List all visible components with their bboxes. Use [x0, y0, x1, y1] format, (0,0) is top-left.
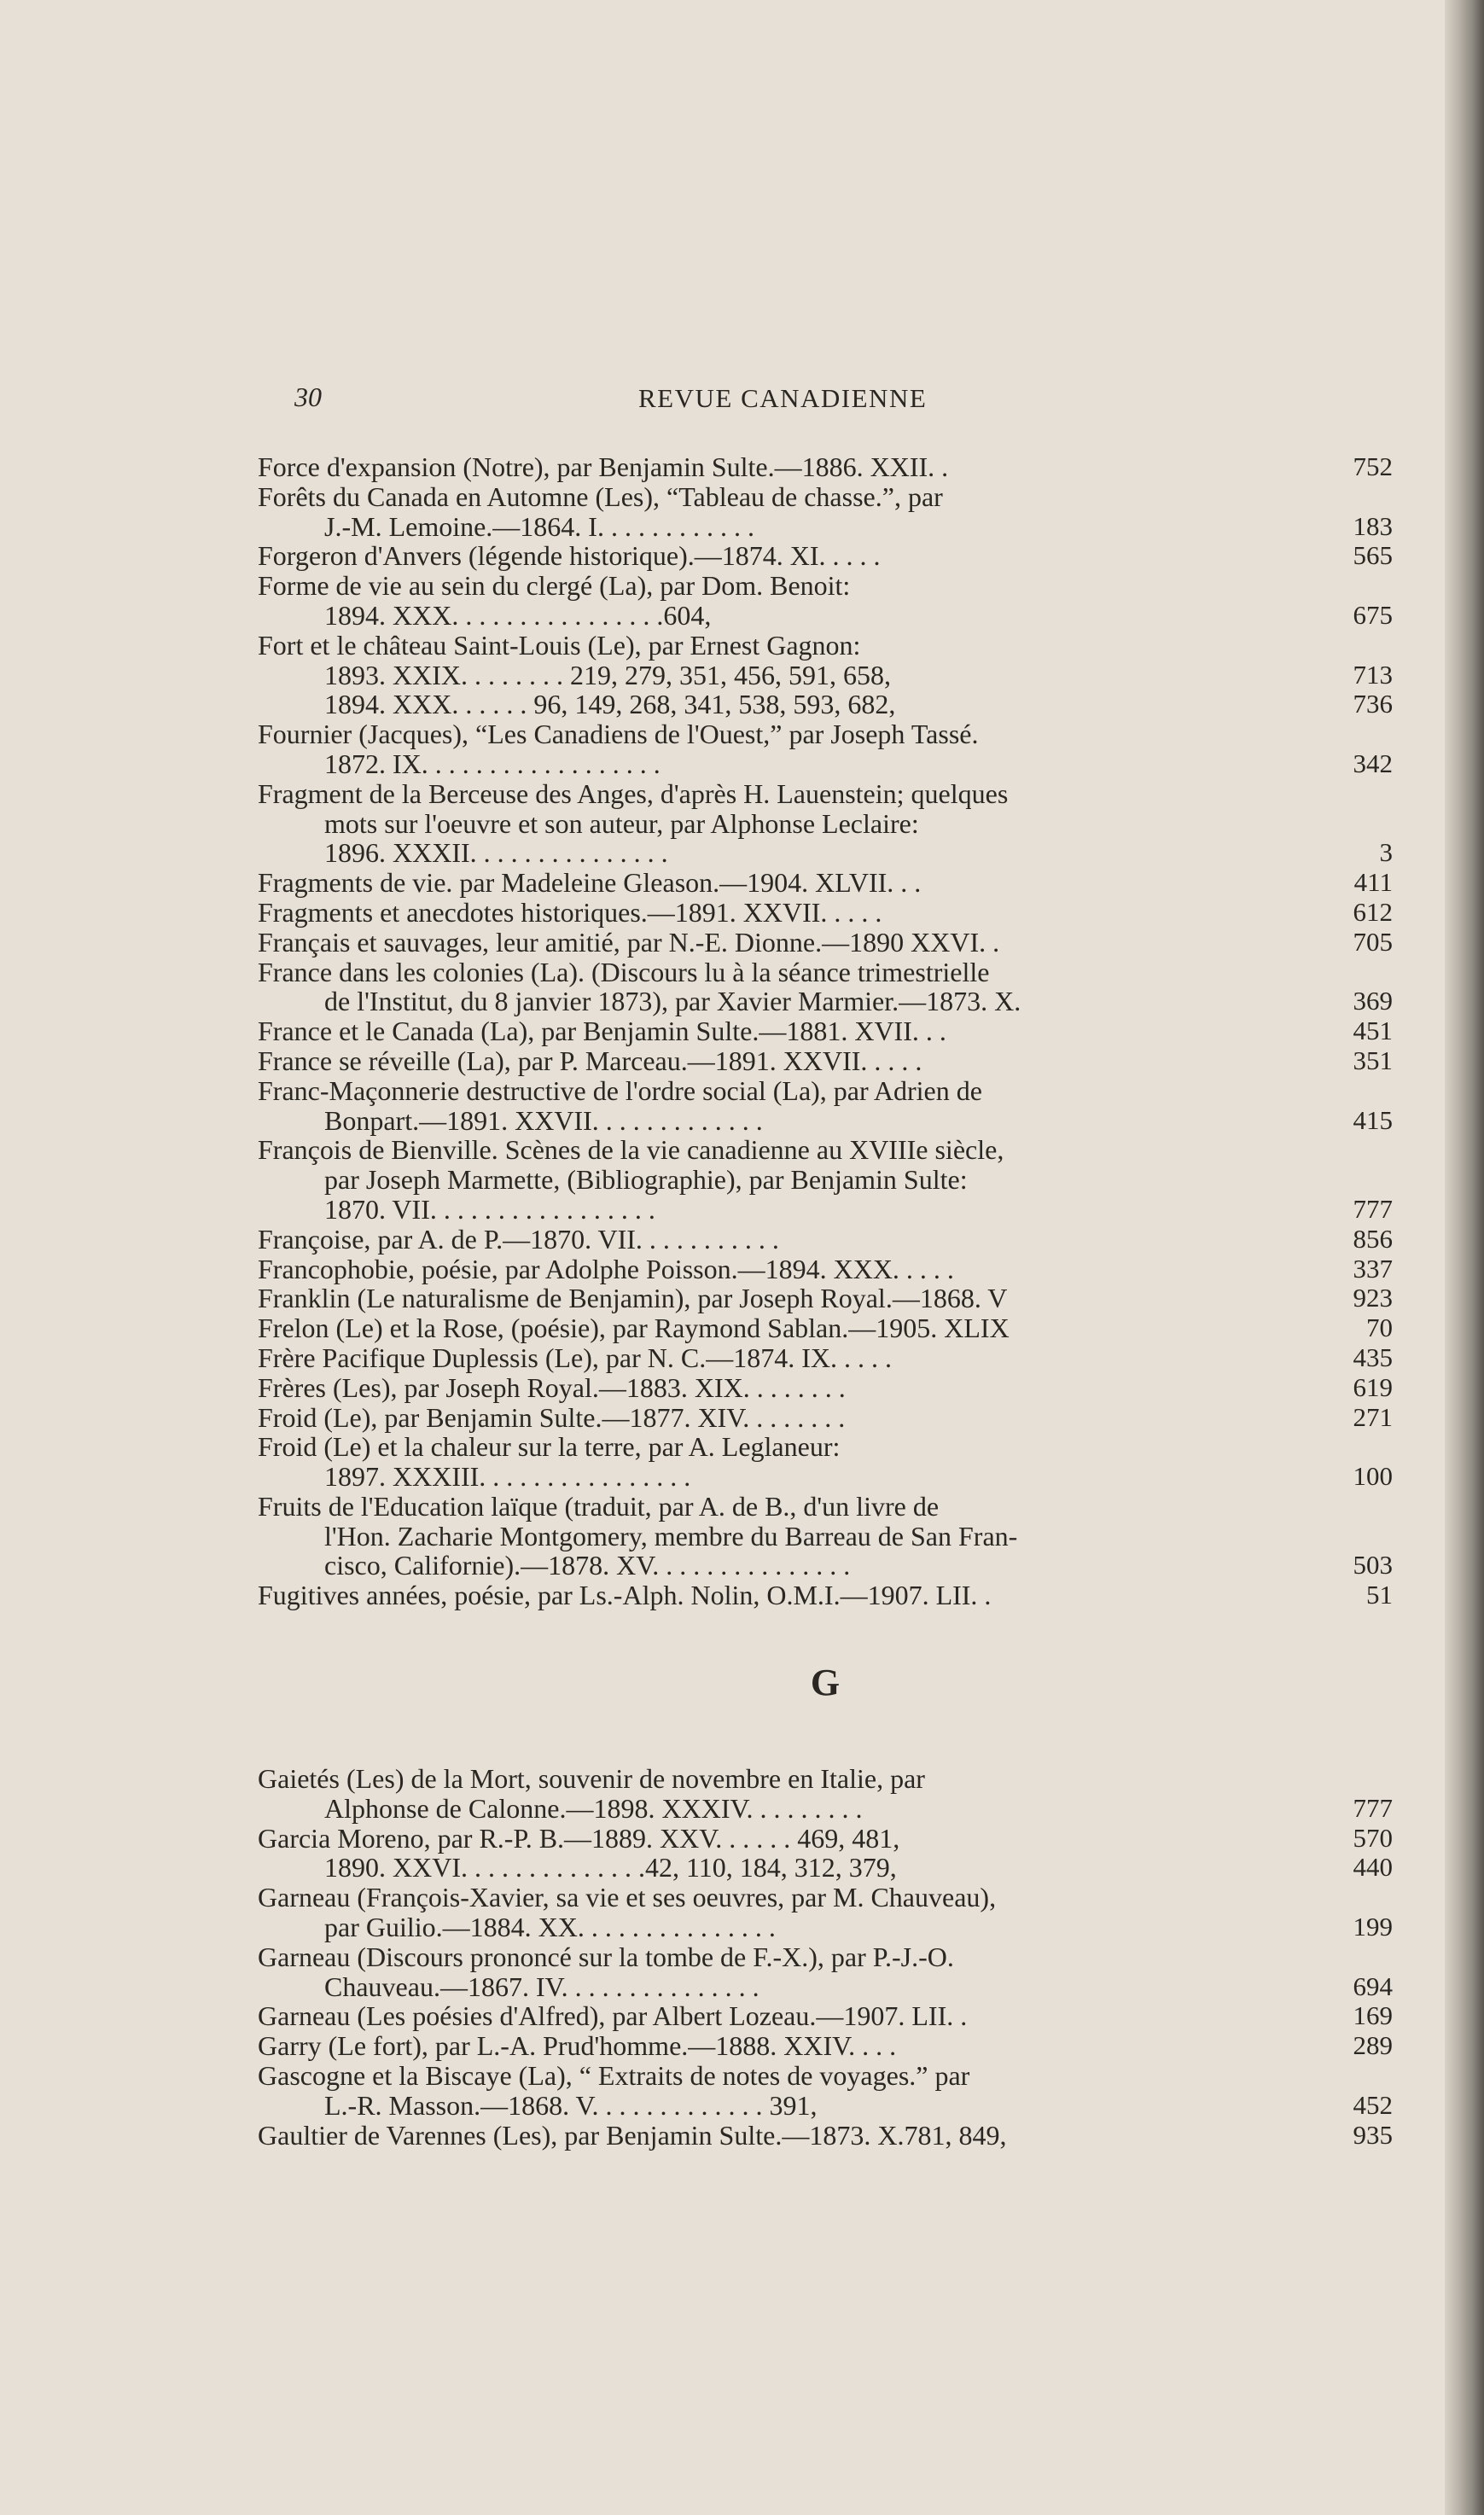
page-reference: 570: [1353, 1822, 1393, 1853]
page-reference: 923: [1353, 1283, 1393, 1313]
entry-text: [258, 1432, 1297, 1492]
entry-text: [258, 958, 1297, 1017]
entry-line: par Guilio.—1884. XX. . . . . . . . . . . . . . .: [324, 1912, 776, 1943]
entry-text: [258, 631, 1297, 690]
page-reference: 51: [1366, 1580, 1393, 1610]
page-reference: 452: [1353, 2089, 1393, 2120]
index-entry: [258, 779, 1393, 868]
index-entry: [258, 631, 1393, 690]
index-entry: [258, 1284, 1393, 1313]
page-reference: 369: [1353, 986, 1393, 1016]
page-reference: 415: [1353, 1104, 1393, 1135]
entry-line: Franc-Maçonnerie destructive de l'ordre social (La), par Adrien de: [258, 1074, 982, 1106]
entry-line: 1894. XXX. . . . . . . . . . . . . . . .604,: [324, 599, 712, 631]
page-reference: 183: [1353, 510, 1393, 541]
entry-line: cisco, Californie).—1878. XV. . . . . . . . . . . . . . .: [324, 1550, 851, 1581]
index-entry: [258, 571, 1393, 631]
entry-line: de l'Institut, du 8 janvier 1873), par Xavier Marmier.—1873. X.: [324, 986, 1021, 1017]
entry-line: Fragment de la Berceuse des Anges, d'après H. Lauenstein; quelques: [258, 777, 1009, 809]
entry-line: Gaietés (Les) de la Mort, souvenir de novembre en Italie, par: [258, 1763, 925, 1795]
entry-line: Franklin (Le naturalisme de Benjamin), par Joseph Royal.—1868. V: [258, 1283, 1008, 1314]
page-reference: 777: [1353, 1792, 1393, 1823]
entry-line: France dans les colonies (La). (Discours lu à la séance trimestrielle: [258, 956, 990, 987]
index-entry: [258, 541, 1393, 571]
index-entry: [258, 2121, 1393, 2151]
page-reference: 565: [1353, 540, 1393, 571]
entry-line: François de Bienville. Scènes de la vie canadienne au XVIIIe siècle,: [258, 1134, 1004, 1166]
entry-line: Fragments de vie. par Madeleine Gleason.—1904. XLVII. . .: [258, 867, 922, 899]
entry-text: [258, 1225, 1297, 1255]
page-reference: 3: [1379, 837, 1393, 868]
page-reference: 694: [1353, 1971, 1393, 2001]
index-entry: [258, 690, 1393, 719]
entry-text: [258, 1343, 1297, 1373]
entry-text: [258, 1942, 1297, 2002]
index-entry: [258, 1492, 1393, 1581]
page-reference: 675: [1353, 599, 1393, 630]
entry-line: Gaultier de Varennes (Les), par Benjamin Sulte.—1873. X.781, 849,: [258, 2119, 1007, 2151]
entry-line: Francophobie, poésie, par Adolphe Poisson.—1894. XXX. . . . .: [258, 1253, 954, 1284]
section-letter-heading: G: [810, 1662, 841, 1704]
page-reference: 705: [1353, 926, 1393, 957]
entry-line: Forgeron d'Anvers (légende historique).—1874. XI. . . . .: [258, 540, 881, 572]
page-reference: 856: [1353, 1223, 1393, 1254]
entry-line: Fruits de l'Education laïque (traduit, par A. de B., d'un livre de: [258, 1490, 940, 1522]
entry-line: Bonpart.—1891. XXVII. . . . . . . . . . . . .: [324, 1104, 763, 1136]
page-reference: 503: [1353, 1550, 1393, 1581]
entry-text: [258, 1135, 1297, 1224]
page-reference: 435: [1353, 1342, 1393, 1372]
entry-text: [258, 1046, 1297, 1076]
entry-text: [258, 1313, 1297, 1343]
index-entry: [258, 1432, 1393, 1492]
entry-line: Force d'expansion (Notre), par Benjamin Sulte.—1886. XXII. .: [258, 451, 949, 482]
entry-line: Garneau (Les poésies d'Alfred), par Albert Lozeau.—1907. LII. .: [258, 2000, 968, 2032]
entry-line: Fugitives années, poésie, par Ls.-Alph. Nolin, O.M.I.—1907. LII. .: [258, 1580, 992, 1611]
entry-line: Garcia Moreno, par R.-P. B.—1889. XXV. . . . . . 469, 481,: [258, 1822, 900, 1854]
page-reference: 289: [1353, 2030, 1393, 2061]
index-entry: [258, 1764, 1393, 1824]
page-reference: 612: [1353, 896, 1393, 927]
entry-line: Gascogne et la Biscaye (La), “ Extraits de notes de voyages.” par: [258, 2060, 970, 2092]
entry-text: [258, 1492, 1297, 1581]
page-reference: 169: [1353, 2000, 1393, 2031]
index-entry: [258, 1373, 1393, 1403]
page-reference: 342: [1353, 748, 1393, 778]
entry-line: Chauveau.—1867. IV. . . . . . . . . . . . . . .: [324, 1971, 759, 2002]
entry-text: [258, 1255, 1297, 1284]
entry-line: 1897. XXXIII. . . . . . . . . . . . . . . .: [324, 1461, 691, 1493]
entry-text: [258, 779, 1297, 868]
index-entry: [258, 1883, 1393, 1942]
entry-text: [258, 868, 1297, 898]
index-entry: [258, 898, 1393, 928]
entry-text: [258, 1076, 1297, 1136]
entry-text: [258, 1764, 1297, 1824]
entry-text: [258, 898, 1297, 928]
page-reference: 619: [1353, 1371, 1393, 1402]
page-reference: 351: [1353, 1045, 1393, 1075]
index-entry: [258, 2031, 1393, 2061]
page-reference: 777: [1353, 1193, 1393, 1224]
entry-line: Frère Pacifique Duplessis (Le), par N. C.—1874. IX. . . . .: [258, 1342, 892, 1373]
book-spine-shadow: [1445, 0, 1484, 2515]
entry-line: Frelon (Le) et la Rose, (poésie), par Raymond Sablan.—1905. XLIX: [258, 1313, 1010, 1344]
index-entry: [258, 1403, 1393, 1433]
index-entry: [258, 452, 1393, 482]
entry-line: 1894. XXX. . . . . . 96, 149, 268, 341, 538, 593, 682,: [324, 689, 896, 720]
page-reference: 713: [1353, 659, 1393, 690]
entry-line: Françoise, par A. de P.—1870. VII. . . . . . . . . . .: [258, 1223, 779, 1255]
page-reference: 451: [1353, 1016, 1393, 1046]
entry-line: France et le Canada (La), par Benjamin Sulte.—1881. XVII. . .: [258, 1016, 946, 1047]
entry-line: L.-R. Masson.—1868. V. . . . . . . . . . . . . 391,: [324, 2089, 818, 2121]
page-reference: 752: [1353, 451, 1393, 481]
entry-text: [258, 1824, 1297, 1854]
running-head: REVUE CANADIENNE: [638, 383, 928, 413]
entry-text: [258, 541, 1297, 571]
entry-line: J.-M. Lemoine.—1864. I. . . . . . . . . . . .: [324, 510, 754, 542]
entry-line: mots sur l'oeuvre et son auteur, par Alphonse Leclaire:: [324, 807, 919, 839]
index-entry: [258, 2061, 1393, 2121]
entry-line: Forme de vie au sein du clergé (La), par Dom. Benoit:: [258, 570, 851, 602]
entry-line: 1870. VII. . . . . . . . . . . . . . . . .: [324, 1193, 655, 1225]
page-reference: 271: [1353, 1401, 1393, 1432]
page-reference: 411: [1353, 867, 1393, 898]
entry-text: [258, 2121, 1297, 2151]
index-entry: [258, 1135, 1393, 1224]
page-reference: 935: [1353, 2119, 1393, 2150]
index-entry: [258, 1016, 1393, 1046]
page-reference: 337: [1353, 1253, 1393, 1284]
page-reference: 199: [1353, 1912, 1393, 1942]
page-reference: 736: [1353, 689, 1393, 719]
entry-line: France se réveille (La), par P. Marceau.—1891. XXVII. . . . .: [258, 1045, 922, 1076]
index-entry: [258, 1255, 1393, 1284]
entry-line: Garneau (François-Xavier, sa vie et ses oeuvres, par M. Chauveau),: [258, 1882, 997, 1913]
entry-line: Froid (Le), par Benjamin Sulte.—1877. XIV. . . . . . . .: [258, 1401, 846, 1433]
entry-text: [258, 452, 1297, 482]
entry-line: 1896. XXXII. . . . . . . . . . . . . . .: [324, 837, 668, 869]
entry-text: [258, 928, 1297, 958]
index-entry: [258, 1853, 1393, 1883]
index-entry: [258, 1046, 1393, 1076]
page-number: 30: [294, 381, 322, 412]
entry-text: [258, 1016, 1297, 1046]
index-entry: [258, 958, 1393, 1017]
entry-line: Fournier (Jacques), “Les Canadiens de l'Ouest,” par Joseph Tassé.: [258, 719, 979, 750]
index-entry: [258, 1076, 1393, 1136]
index-entry: [258, 1313, 1393, 1343]
index-entry: [258, 482, 1393, 542]
entry-text: [258, 1284, 1297, 1313]
entry-line: Forêts du Canada en Automne (Les), “Tableau de chasse.”, par: [258, 480, 943, 512]
index-entry: [258, 1824, 1393, 1854]
index-entry: [258, 1225, 1393, 1255]
index-entry: [258, 1942, 1393, 2002]
entry-text: [258, 1403, 1297, 1433]
entry-text: [258, 571, 1297, 631]
index-entry: [258, 1581, 1393, 1610]
index-entry: [258, 928, 1393, 958]
entry-text: [258, 719, 1297, 779]
page-reference: 70: [1366, 1313, 1393, 1343]
index-body: [258, 452, 1393, 2150]
entry-line: Alphonse de Calonne.—1898. XXXIV. . . . . . . . .: [324, 1792, 863, 1824]
entry-text: [258, 2061, 1297, 2121]
index-entry: [258, 2001, 1393, 2031]
entry-line: Fragments et anecdotes historiques.—1891. XXVII. . . . .: [258, 896, 882, 928]
entry-text: [258, 1883, 1297, 1942]
index-entry: [258, 1343, 1393, 1373]
entry-text: [258, 1581, 1297, 1610]
index-entry: [258, 868, 1393, 898]
entry-line: 1890. XXVI. . . . . . . . . . . . . .42, 110, 184, 312, 379,: [324, 1852, 897, 1883]
entry-line: Garry (Le fort), par L.-A. Prud'homme.—1888. XXIV. . . .: [258, 2030, 897, 2062]
entry-line: 1872. IX. . . . . . . . . . . . . . . . . .: [324, 748, 661, 779]
entry-text: [258, 482, 1297, 542]
entry-line: l'Hon. Zacharie Montgomery, membre du Barreau de San Fran-: [324, 1520, 1018, 1551]
entry-text: [258, 1853, 1297, 1883]
entry-line: Fort et le château Saint-Louis (Le), par Ernest Gagnon:: [258, 629, 861, 661]
entry-line: par Joseph Marmette, (Bibliographie), par Benjamin Sulte:: [324, 1164, 968, 1196]
page-reference: 100: [1353, 1461, 1393, 1492]
entry-text: [258, 2001, 1297, 2031]
entry-line: Frères (Les), par Joseph Royal.—1883. XIX. . . . . . . .: [258, 1371, 846, 1403]
entry-line: Garneau (Discours prononcé sur la tombe de F.-X.), par P.-J.-O.: [258, 1941, 954, 1972]
entry-text: [258, 690, 1297, 719]
entry-line: 1893. XXIX. . . . . . . . 219, 279, 351, 456, 591, 658,: [324, 659, 891, 690]
index-entry: [258, 719, 1393, 779]
entry-text: [258, 1373, 1297, 1403]
entry-line: Français et sauvages, leur amitié, par N.-E. Dionne.—1890 XXVI. .: [258, 926, 1000, 958]
page-header: [0, 381, 1484, 416]
entry-line: Froid (Le) et la chaleur sur la terre, par A. Leglaneur:: [258, 1431, 841, 1463]
page-reference: 440: [1353, 1852, 1393, 1883]
entry-text: [258, 2031, 1297, 2061]
